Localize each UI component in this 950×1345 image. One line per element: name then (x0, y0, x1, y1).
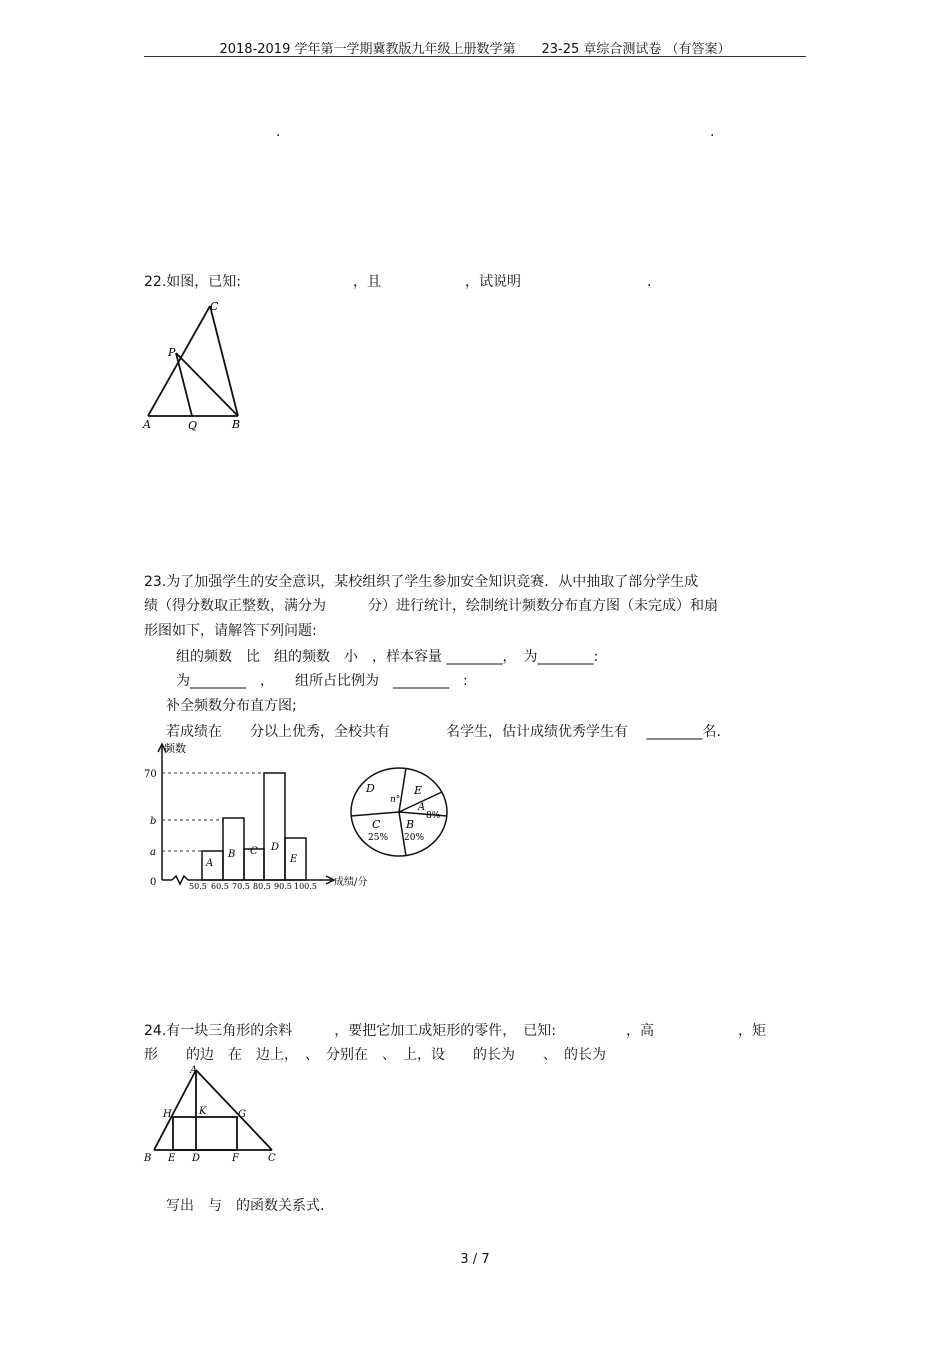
hist-ytick-0: 0 (150, 877, 157, 888)
hist-ytick-a: a (150, 847, 156, 858)
pie-label-c: C (372, 818, 381, 831)
hist-bar-b: B (228, 849, 236, 860)
q24-label-f: F (232, 1153, 239, 1164)
q23-line-2: 绩（得分数取正整数，满分为 分）进行统计，绘制统计频数分布直方图（未完成）和扇 (144, 598, 718, 614)
q24-line-3: 写出 与 的函数关系式. (166, 1198, 325, 1214)
q23-line-6: 补全频数分布直方图; (166, 698, 297, 714)
pie-label-n: n° (390, 795, 401, 805)
pie-percent-b: 20% (404, 833, 425, 843)
q22-label-a: A (143, 418, 151, 431)
q24-label-k: K (199, 1106, 207, 1117)
q22-triangle-figure (142, 298, 252, 432)
hist-xlabel: 成绩/分 (334, 877, 368, 888)
hist-xtick-5: 90.5 (274, 882, 292, 890)
q22-label-b: B (232, 418, 241, 431)
q22-label-c: C (210, 300, 219, 313)
q23-line-4: 组的频数 比 组的频数 小 ，样本容量 ________， 为________: (176, 649, 599, 665)
q24-triangle-rectangle-figure (140, 1064, 280, 1164)
q23-line-7: 若成绩在 分以上优秀，全校共有 名学生，估计成绩优秀学生有 ________名. (166, 724, 721, 740)
q22-text: 22.如图，已知: ，且 ，试说明 . (144, 274, 652, 290)
pie-label-a: A (418, 802, 426, 813)
hist-xtick-6: 100.5 (294, 882, 317, 890)
dot-right: . (710, 124, 715, 140)
q22-label-p: P (168, 346, 176, 359)
hist-bar-d: D (271, 842, 280, 853)
q24-label-d: D (192, 1153, 201, 1164)
hist-xtick-4: 80.5 (253, 882, 271, 890)
hist-ylabel: 频数 (164, 742, 186, 755)
q22-label-q: Q (188, 419, 198, 432)
hist-xtick-1: 50.5 (189, 882, 207, 890)
hist-xtick-3: 70.5 (232, 882, 250, 890)
q24-label-c: C (268, 1153, 276, 1164)
hist-ytick-70: 70 (144, 769, 157, 780)
q24-label-g: G (238, 1109, 246, 1120)
hist-bar-a: A (206, 858, 214, 869)
pie-label-e: E (414, 784, 423, 797)
pie-percent-c: 25% (368, 833, 389, 843)
q24-label-a: A (190, 1065, 198, 1076)
hist-bar-e: E (290, 854, 298, 865)
hist-xtick-2: 60.5 (211, 882, 229, 890)
q24-label-b: B (144, 1153, 152, 1164)
q23-pie-chart (346, 766, 454, 862)
hist-bar-c: C (250, 846, 258, 857)
q23-line-1: 23.为了加强学生的安全意识，某校组织了学生参加安全知识竞赛．从中抽取了部分学生成 (144, 574, 699, 590)
page-number: 3 / 7 (460, 1252, 490, 1267)
q24-line-2: 形 的边 在 边上， 、 分别在 、 上，设 的长为 、 的长为 (144, 1047, 606, 1063)
pie-percent-a: 8% (426, 811, 441, 821)
page-header (144, 38, 806, 57)
q23-line-5: 为________ ， 组所占比例为 ________ : (176, 673, 468, 689)
dot-left: . (276, 124, 281, 140)
q23-line-3: 形图如下，请解答下列问题: (144, 623, 317, 639)
q24-label-h: H (163, 1109, 172, 1120)
q24-line-1: 24.有一块三角形的余料 ，要把它加工成矩形的零件， 已知: ，高 ，矩 (144, 1023, 766, 1039)
header-title: 2018-2019 学年第一学期冀教版九年级上册数学第 23-25 章综合测试卷 （有答案） (219, 42, 731, 57)
pie-label-d: D (366, 782, 375, 795)
pie-label-b: B (406, 818, 415, 831)
hist-ytick-b: b (150, 816, 157, 827)
q24-label-e: E (168, 1153, 176, 1164)
